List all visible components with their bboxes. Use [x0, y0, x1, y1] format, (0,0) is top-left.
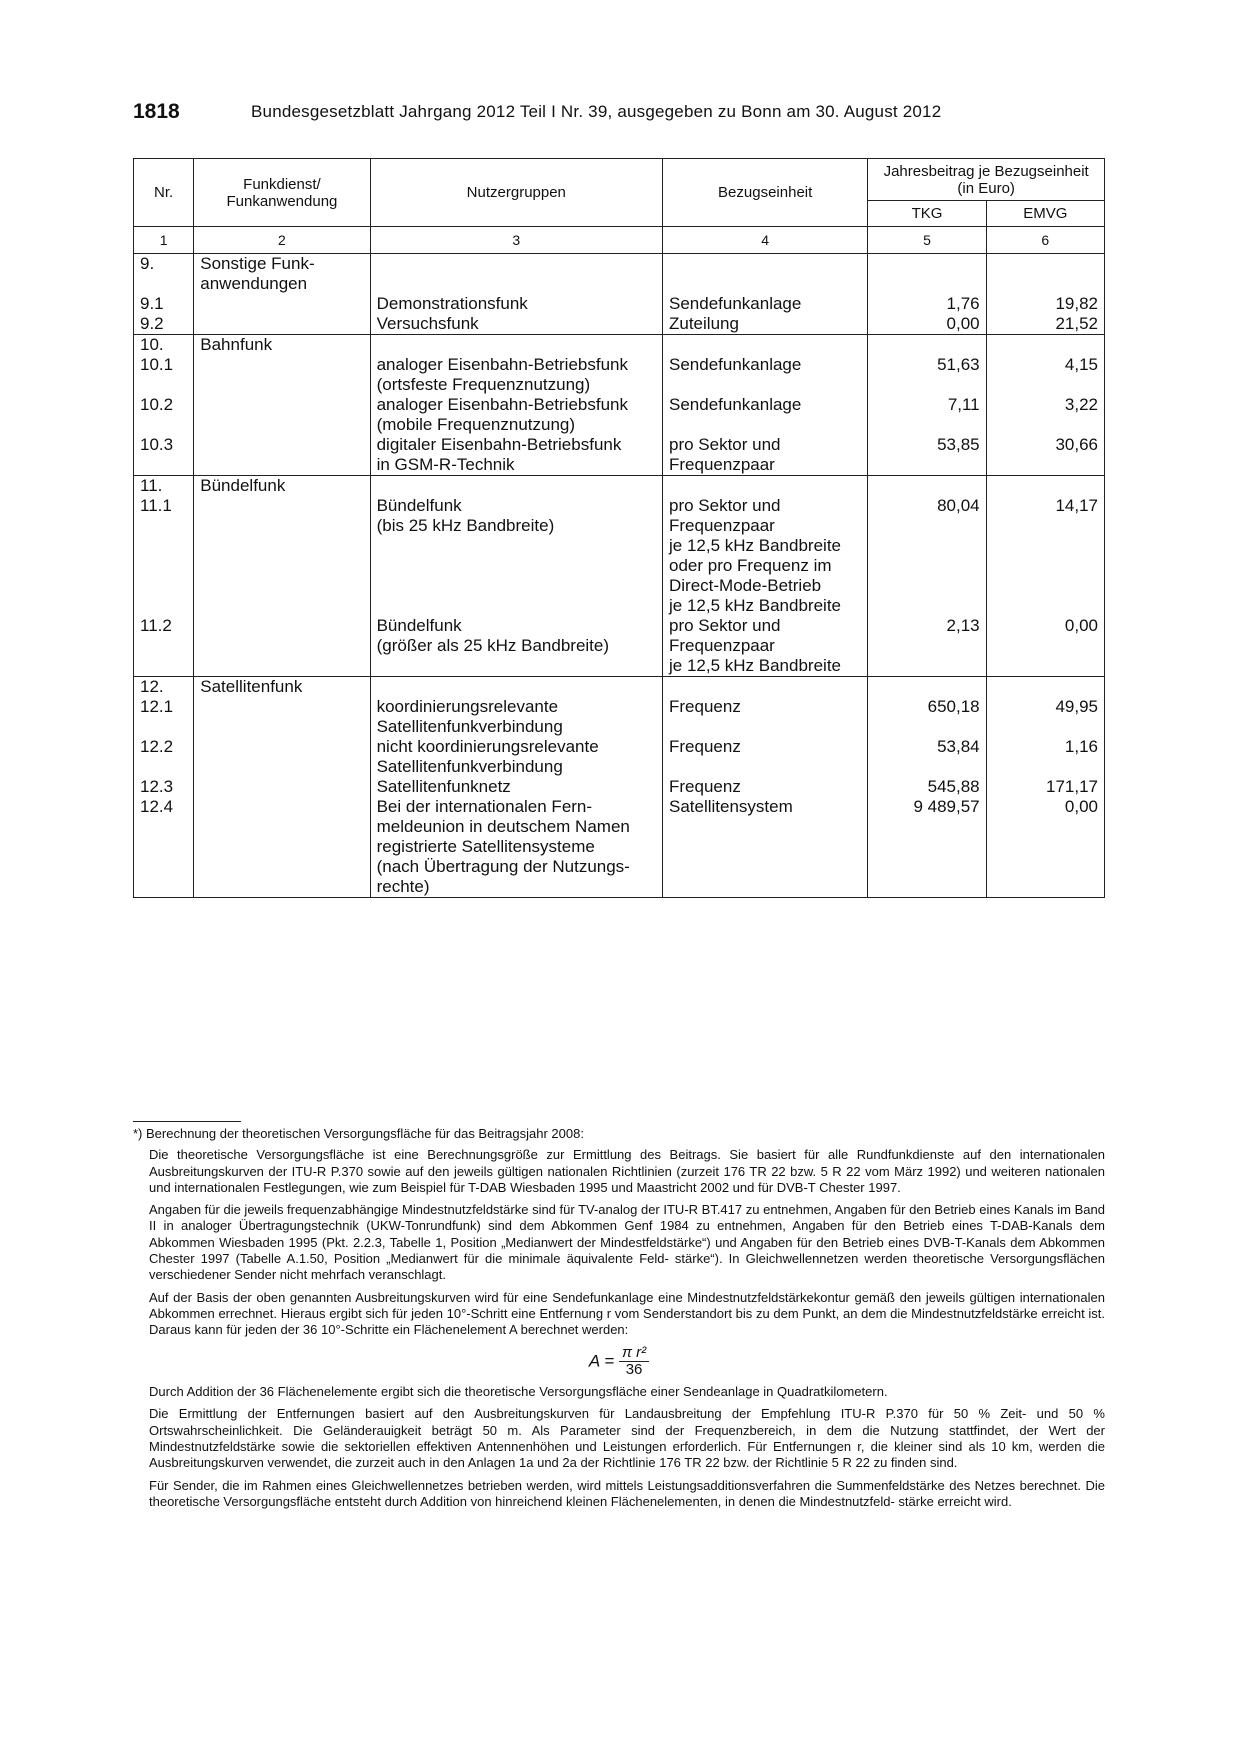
- row-emvg-value: 30,66: [986, 435, 1104, 476]
- row-nutzergruppe: [370, 476, 662, 497]
- row-emvg-value: 49,95: [986, 697, 1104, 737]
- formula-fraction: [619, 1345, 649, 1379]
- row-number: 10.2: [134, 395, 194, 435]
- table-row: [134, 777, 1105, 797]
- row-bezugseinheit: pro Sektor und Frequenzpaar: [663, 435, 868, 476]
- row-number: 10.3: [134, 435, 194, 476]
- row-funkdienst: [194, 294, 370, 314]
- row-emvg-value: 3,22: [986, 395, 1104, 435]
- col-header-nr: Nr.: [134, 159, 194, 227]
- row-bezugseinheit: pro Sektor und Frequenzpaar je 12,5 kHz Bandbreite: [663, 616, 868, 677]
- row-tkg-value: 51,63: [868, 355, 986, 395]
- table-row: [134, 435, 1105, 476]
- row-nutzergruppe: analoger Eisenbahn-Betriebsfunk (mobile Frequenznutzung): [370, 395, 662, 435]
- row-number: 12.4: [134, 797, 194, 898]
- row-tkg-value: 545,88: [868, 777, 986, 797]
- col-header-jahresbeitrag: Jahresbeitrag je Bezugseinheit (in Euro): [868, 159, 1105, 201]
- row-number: 12.1: [134, 697, 194, 737]
- row-nutzergruppe: Bündelfunk (größer als 25 kHz Bandbreite): [370, 616, 662, 677]
- row-nutzergruppe: Versuchsfunk: [370, 314, 662, 335]
- row-tkg-value: 53,84: [868, 737, 986, 777]
- row-funkdienst: [194, 777, 370, 797]
- row-emvg-value: [986, 677, 1104, 698]
- row-bezugseinheit: Zuteilung: [663, 314, 868, 335]
- row-number: 11.1: [134, 496, 194, 616]
- col-header-emvg: EMVG: [986, 201, 1104, 227]
- row-number: 12.3: [134, 777, 194, 797]
- col-number: 3: [370, 227, 662, 254]
- page-header: [133, 100, 1103, 130]
- table-row: [134, 737, 1105, 777]
- table-header: [134, 159, 1105, 254]
- table-row: [134, 314, 1105, 335]
- row-bezugseinheit: Sendefunkanlage: [663, 355, 868, 395]
- footnote-paragraph: Auf der Basis der oben genannten Ausbreitungskurven wird für eine Sendefunkanlage eine Mindestnutzfeldstärkekontur gemäß den jeweils gültigen internationalen Abkommen errechnet. Hieraus ergibt sich für jeden 10°-Schritt eine Entfernung r vom Senderstandort bis zu dem Punkt, an dem die Mindestnutzfeldstärke erreicht ist. Daraus kann für jeden der 36 10°-Schritte ein Flächenelement A berechnet werden:: [149, 1289, 1105, 1338]
- row-number: 12.: [134, 677, 194, 698]
- row-funkdienst: [194, 616, 370, 677]
- row-funkdienst: [194, 697, 370, 737]
- table-row: [134, 254, 1105, 295]
- row-funkdienst: [194, 496, 370, 616]
- table-row: [134, 677, 1105, 698]
- row-emvg-value: [986, 254, 1104, 295]
- row-tkg-value: 80,04: [868, 496, 986, 616]
- row-number: 11.: [134, 476, 194, 497]
- col-header-nutzergruppen: Nutzergruppen: [370, 159, 662, 227]
- row-bezugseinheit: Sendefunkanlage: [663, 395, 868, 435]
- area-formula: [133, 1345, 1105, 1379]
- row-tkg-value: 0,00: [868, 314, 986, 335]
- row-nutzergruppe: koordinierungsrelevante Satellitenfunkverbindung: [370, 697, 662, 737]
- row-bezugseinheit: [663, 254, 868, 295]
- col-header-tkg: TKG: [868, 201, 986, 227]
- footnote-paragraph: Die Ermittlung der Entfernungen basiert auf den Ausbreitungskurven für Landausbreitung der Empfehlung ITU-R P.370 für 50 % Zeit- und 50 % Ortswahrscheinlichkeit. Die Geländerauigkeit beträgt 50 m. Als Parameter sind der Frequenzbereich, in dem die Nutzung stattfindet, der Wert der Mindestnutzfeldstärke sowie die sektoriellen effektiven Antennenhöhen und Leistungen erforderlich. Für Entfernungen r, die kleiner sind als 10 km, werden die Ausbreitungskurven verwendet, die zurzeit auch in den Anlagen 1a und 2a der Richtlinie 176 TR 22 bzw. der Richtlinie 5 R 22 zu finden sind.: [149, 1406, 1105, 1471]
- row-bezugseinheit: Satellitensystem: [663, 797, 868, 898]
- row-nutzergruppe: analoger Eisenbahn-Betriebsfunk (ortsfeste Frequenznutzung): [370, 355, 662, 395]
- row-funkdienst: Satellitenfunk: [194, 677, 370, 698]
- footnotes: [133, 1121, 1105, 1516]
- row-funkdienst: [194, 797, 370, 898]
- footnote-paragraph: Die theoretische Versorgungsfläche ist eine Berechnungsgröße zur Ermittlung des Beitrags. Sie basiert für alle Rundfunkdienste auf den internationalen Ausbreitungskurven der ITU-R P.370 sowie auf den jeweils gültigen nationalen Richtlinien (zurzeit 176 TR 22 bzw. 5 R 22 vom März 1992) und weiteren nationalen und internationalen Festlegungen, wie zum Beispiel für T-DAB Wiesbaden 1995 und Maastricht 2002 und für DVB-T Chester 1997.: [149, 1147, 1105, 1195]
- row-emvg-value: [986, 476, 1104, 497]
- row-tkg-value: [868, 476, 986, 497]
- row-emvg-value: 171,17: [986, 777, 1104, 797]
- footnote-paragraph: Durch Addition der 36 Flächenelemente ergibt sich die theoretische Versorgungsfläche einer Sendeanlage in Quadratkilometern.: [149, 1384, 888, 1400]
- row-tkg-value: [868, 677, 986, 698]
- row-nutzergruppe: Bei der internationalen Fern- meldeunion in deutschem Namen registrierte Satellitensysteme (nach Übertragung der Nutzungs- rechte): [370, 797, 662, 898]
- col-number: 6: [986, 227, 1104, 254]
- footnote-heading: *) Berechnung der theoretischen Versorgungsfläche für das Beitragsjahr 2008:: [133, 1126, 584, 1141]
- row-emvg-value: 1,16: [986, 737, 1104, 777]
- col-number: 4: [663, 227, 868, 254]
- row-bezugseinheit: Frequenz: [663, 697, 868, 737]
- row-bezugseinheit: [663, 335, 868, 356]
- row-tkg-value: [868, 254, 986, 295]
- row-nutzergruppe: [370, 254, 662, 295]
- table-row: [134, 496, 1105, 616]
- row-tkg-value: 9 489,57: [868, 797, 986, 898]
- row-funkdienst: Sonstige Funk- anwendungen: [194, 254, 370, 295]
- row-tkg-value: 1,76: [868, 294, 986, 314]
- table-row: [134, 697, 1105, 737]
- row-emvg-value: 0,00: [986, 616, 1104, 677]
- row-nutzergruppe: Satellitenfunknetz: [370, 777, 662, 797]
- row-bezugseinheit: pro Sektor und Frequenzpaar je 12,5 kHz Bandbreite oder pro Frequenz im Direct-Mode-Betrieb je 12,5 kHz Bandbreite: [663, 496, 868, 616]
- row-nutzergruppe: nicht koordinierungsrelevante Satellitenfunkverbindung: [370, 737, 662, 777]
- row-number: 9.2: [134, 314, 194, 335]
- running-title: Bundesgesetzblatt Jahrgang 2012 Teil I Nr. 39, ausgegeben zu Bonn am 30. August 2012: [251, 102, 942, 121]
- row-funkdienst: Bahnfunk: [194, 335, 370, 356]
- table-row: [134, 395, 1105, 435]
- formula-lhs: A =: [588, 1350, 615, 1370]
- table-row: [134, 797, 1105, 898]
- row-funkdienst: [194, 435, 370, 476]
- row-bezugseinheit: [663, 677, 868, 698]
- fee-table: [133, 158, 1105, 898]
- row-nutzergruppe: Bündelfunk (bis 25 kHz Bandbreite): [370, 496, 662, 616]
- row-bezugseinheit: [663, 476, 868, 497]
- row-number: 10.1: [134, 355, 194, 395]
- row-tkg-value: 53,85: [868, 435, 986, 476]
- col-number: 5: [868, 227, 986, 254]
- row-emvg-value: 19,82: [986, 294, 1104, 314]
- row-number: 12.2: [134, 737, 194, 777]
- footnote-paragraph: Für Sender, die im Rahmen eines Gleichwellennetzes betrieben werden, wird mittels Leistungsadditionsverfahren die Summenfeldstärke des Netzes berechnet. Die theoretische Versorgungsfläche entsteht durch Addition von hinreichend kleinen Flächenelementen, in denen die Mindestnutzfeld- stärke erreicht wird.: [149, 1477, 1105, 1509]
- row-funkdienst: [194, 314, 370, 335]
- footnote-rule: [133, 1121, 241, 1122]
- row-funkdienst: [194, 737, 370, 777]
- row-tkg-value: 650,18: [868, 697, 986, 737]
- row-funkdienst: Bündelfunk: [194, 476, 370, 497]
- table-row: [134, 294, 1105, 314]
- row-tkg-value: 2,13: [868, 616, 986, 677]
- row-nutzergruppe: [370, 335, 662, 356]
- table-row: [134, 335, 1105, 356]
- table-row: [134, 355, 1105, 395]
- row-emvg-value: 4,15: [986, 355, 1104, 395]
- page-number: 1818: [133, 100, 180, 123]
- row-number: 9.1: [134, 294, 194, 314]
- footnote-paragraph: Angaben für die jeweils frequenzabhängige Mindestnutzfeldstärke sind für TV-analog der ITU-R BT.417 zu entnehmen, Angaben für den Betrieb eines Kanals im Band II in analoger Übertragungstechnik (UKW-Tonrundfunk) sind dem Abkommen Genf 1984 zu entnehmen, Angaben für den Betrieb eines T-DAB-Kanals dem Abkommen Wiesbaden 1995 (Pkt. 2.2.3, Tabelle 1, Position „Medianwert der Mindestfeldstärke“) und Angaben für den Betrieb eines DVB-T-Kanals dem Abkommen Chester 1997 (Tabelle A.1.50, Position „Medianwert für die minimale äquivalente Feld- stärke“). In Gleichwellennetzen werden theoretische Versorgungsflächen verschiedener Sender nicht mehrfach veranschlagt.: [149, 1202, 1105, 1283]
- formula-denominator: 36: [625, 1360, 643, 1378]
- col-header-bezugseinheit: Bezugseinheit: [663, 159, 868, 227]
- row-emvg-value: 0,00: [986, 797, 1104, 898]
- row-tkg-value: [868, 335, 986, 356]
- formula-numerator: π r²: [619, 1345, 649, 1362]
- col-header-funkdienst: Funkdienst/ Funkanwendung: [194, 159, 370, 227]
- row-number: 11.2: [134, 616, 194, 677]
- row-number: 10.: [134, 335, 194, 356]
- row-nutzergruppe: Demonstrationsfunk: [370, 294, 662, 314]
- table-row: [134, 476, 1105, 497]
- table-body: [134, 254, 1105, 898]
- row-bezugseinheit: Frequenz: [663, 777, 868, 797]
- row-funkdienst: [194, 395, 370, 435]
- row-nutzergruppe: [370, 677, 662, 698]
- row-emvg-value: 14,17: [986, 496, 1104, 616]
- row-bezugseinheit: Frequenz: [663, 737, 868, 777]
- row-tkg-value: 7,11: [868, 395, 986, 435]
- table-row: [134, 616, 1105, 677]
- row-nutzergruppe: digitaler Eisenbahn-Betriebsfunk in GSM-R-Technik: [370, 435, 662, 476]
- row-number: 9.: [134, 254, 194, 295]
- row-bezugseinheit: Sendefunkanlage: [663, 294, 868, 314]
- row-emvg-value: 21,52: [986, 314, 1104, 335]
- col-number: 1: [134, 227, 194, 254]
- row-funkdienst: [194, 355, 370, 395]
- row-emvg-value: [986, 335, 1104, 356]
- col-number: 2: [194, 227, 370, 254]
